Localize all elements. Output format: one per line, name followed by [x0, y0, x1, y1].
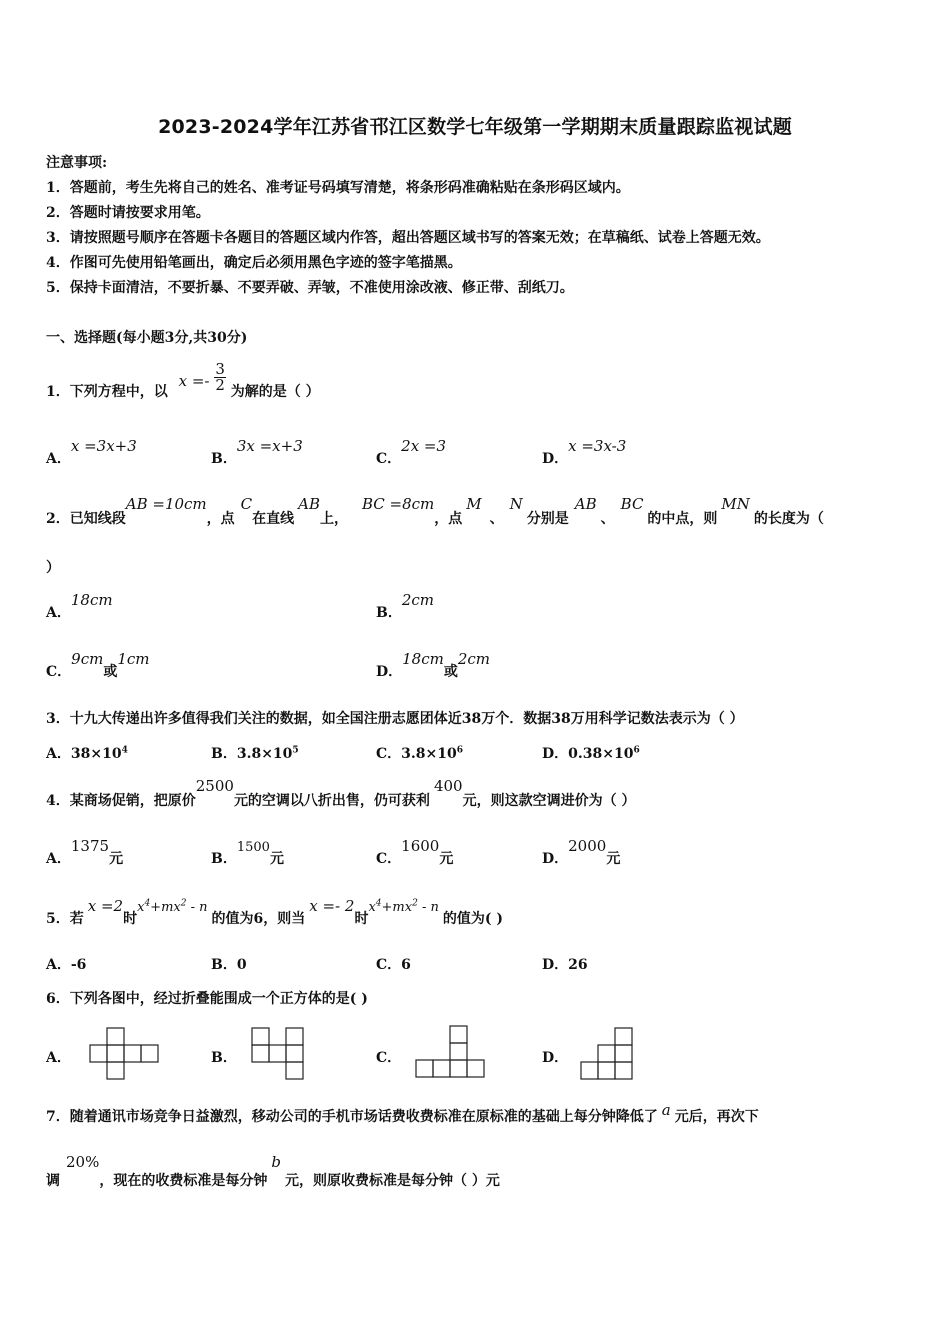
option-value: 2000	[568, 837, 607, 855]
option-label: A．	[46, 451, 71, 467]
option-label: B．	[211, 851, 237, 867]
q5-text: 5．若	[46, 911, 84, 927]
q1-fraction	[214, 362, 226, 393]
q3-option-d	[542, 743, 640, 763]
q7-text: 调	[46, 1173, 60, 1189]
unit-text: 元	[606, 851, 621, 867]
option-value: 3x =x+3	[236, 437, 303, 455]
q2-option-d	[376, 649, 491, 680]
q6-label-a: A．	[46, 1050, 71, 1066]
option-value: 1cm	[117, 650, 150, 668]
option-value: 2cm	[401, 591, 435, 609]
cube-net-a	[88, 1026, 160, 1082]
or-text: 或	[443, 664, 458, 680]
q5-expression	[137, 900, 207, 915]
q2-text: 的中点，则	[647, 511, 718, 527]
q5-exp: 4	[375, 898, 382, 909]
note-item: 4．作图可先使用铅笔画出，确定后必须用黑色字迹的签字笔描黑。	[46, 255, 462, 271]
question-6-stem: 6．下列各图中，经过折叠能围成一个正方体的是( )	[46, 991, 368, 1007]
q5-option-b	[211, 954, 247, 974]
option-value: 0.38×10	[568, 746, 634, 762]
cube-net-c	[414, 1024, 486, 1080]
q7-text: 元，则原收费标准是每分钟（ ）元	[284, 1173, 500, 1189]
option-label: C．	[46, 664, 72, 680]
option-label: D．	[376, 664, 403, 680]
option-exponent: 6	[456, 745, 463, 756]
q4-option-b	[211, 836, 284, 867]
option-value: x =3x+3	[70, 437, 137, 455]
q3-option-a	[46, 743, 128, 763]
q1-option-d	[542, 436, 627, 467]
option-value: 3.8×10	[236, 746, 293, 762]
q5-text: 时	[354, 911, 369, 927]
q5-exp: 2	[180, 898, 187, 909]
option-value: 9cm	[71, 650, 104, 668]
q5-math: x =- 2	[309, 897, 355, 915]
note-item: 5．保持卡面清洁，不要折暴、不要弄破、弄皱，不准使用涂改液、修正带、刮纸刀。	[46, 280, 574, 296]
unit-text: 元	[109, 851, 124, 867]
option-value: 38×10	[70, 746, 122, 762]
question-1-stem	[46, 352, 320, 400]
option-label: D．	[542, 451, 569, 467]
option-label: B．	[376, 605, 402, 621]
q2-math: AB	[574, 495, 597, 513]
q7-text: 元后，再次下	[674, 1109, 759, 1125]
option-label: D．	[542, 957, 569, 973]
q5-expr-part: x	[368, 900, 376, 915]
q5-expr-part: - n	[417, 900, 439, 915]
q5-text: 的值为( )	[442, 911, 503, 927]
unit-text: 元	[439, 851, 454, 867]
q2-text: 的长度为（	[753, 511, 824, 527]
option-value: -6	[70, 957, 87, 973]
page-title: 2023-2024学年江苏省邗江区数学七年级第一学期期末质量跟踪监视试题	[158, 116, 792, 138]
q2-math: AB =10cm	[125, 495, 207, 513]
option-label: D．	[542, 746, 569, 762]
q2-math: N	[509, 495, 523, 513]
question-3-stem: 3．十九大传递出许多值得我们关注的数据，如全国注册志愿团体近38万个．数据38万用科学记数法表示为（ ）	[46, 711, 744, 727]
q2-text: 2．已知线段	[46, 511, 126, 527]
question-7-stem-cont	[46, 1152, 500, 1189]
q3-option-b	[211, 743, 299, 763]
option-value: 1600	[401, 837, 440, 855]
q5-option-d	[542, 954, 588, 974]
q5-option-c	[376, 954, 411, 974]
q5-expr-part: +mx	[150, 900, 181, 915]
q2-text: 、	[600, 511, 615, 527]
q4-option-d	[542, 836, 621, 867]
cube-net-b	[250, 1026, 306, 1082]
q2-math: BC	[620, 495, 644, 513]
option-value: 26	[568, 957, 588, 973]
q6-label-b: B．	[211, 1050, 237, 1066]
option-label: C．	[376, 957, 402, 973]
option-value: 18cm	[402, 650, 444, 668]
option-value: 2x =3	[401, 437, 447, 455]
q1-math: x =-	[178, 371, 210, 390]
q5-expr-part: - n	[186, 900, 208, 915]
q7-text: ，现在的收费标准是每分钟	[99, 1173, 268, 1189]
q3-option-c	[376, 743, 463, 763]
q4-math: 2500	[195, 777, 234, 795]
q7-math: 20%	[66, 1153, 100, 1171]
q4-text: 元，则这款空调进价为（ ）	[462, 793, 636, 809]
option-label: B．	[211, 957, 237, 973]
option-value: 1375	[70, 837, 110, 855]
option-label: A．	[46, 605, 71, 621]
option-label: A．	[46, 746, 71, 762]
question-7-stem	[46, 1100, 759, 1125]
cube-net-d	[579, 1026, 635, 1082]
q2-math: AB	[298, 495, 320, 513]
option-label: C．	[376, 851, 402, 867]
q4-text: 4．某商场促销，把原价	[46, 793, 196, 809]
option-value: 1500	[236, 840, 270, 855]
option-value: 0	[236, 957, 247, 973]
option-value: 3.8×10	[401, 746, 457, 762]
option-label: C．	[376, 451, 402, 467]
option-label: A．	[46, 851, 71, 867]
option-label: D．	[542, 851, 569, 867]
q2-option-b	[376, 590, 435, 621]
q2-text: 分别是	[526, 511, 569, 527]
q5-expr-part: +mx	[381, 900, 413, 915]
q4-text: 元的空调以八折出售，仍可获利	[233, 793, 430, 809]
q2-text: ，点	[434, 511, 463, 527]
q6-label-c: C．	[376, 1050, 402, 1066]
q2-math: C	[240, 495, 253, 513]
q2-close-paren: ）	[46, 560, 60, 576]
question-4-stem	[46, 776, 636, 809]
q2-math: M	[466, 495, 482, 513]
q1-option-c	[376, 436, 447, 467]
q1-option-b	[211, 436, 303, 467]
question-5-stem	[46, 896, 503, 927]
q5-math: x =2	[87, 897, 124, 915]
q2-option-a	[46, 590, 113, 621]
option-value: 2cm	[457, 650, 491, 668]
q1-frac-den: 2	[215, 376, 225, 394]
q5-option-a	[46, 954, 86, 974]
q2-text: 、	[489, 511, 504, 527]
note-item: 3．请按照题号顺序在答题卡各题目的答题区域内作答，超出答题区域书写的答案无效；在草稿纸、试卷上答题无效。	[46, 230, 770, 246]
q1-frac-num: 3	[215, 360, 225, 378]
q2-text: ，点	[206, 511, 235, 527]
q5-expr-part: x	[137, 900, 145, 915]
section-heading: 一、选择题(每小题3分,共30分)	[46, 330, 248, 346]
unit-text: 元	[269, 851, 284, 867]
option-label: B．	[211, 746, 237, 762]
q2-text: 在直线	[252, 511, 295, 527]
q4-option-c	[376, 836, 454, 867]
option-value: 6	[401, 957, 411, 973]
q1-text: 1．下列方程中，以	[46, 383, 168, 400]
q4-math: 400	[433, 777, 463, 795]
option-exponent: 6	[633, 745, 640, 756]
q7-math: b	[271, 1153, 281, 1171]
q5-exp: 2	[412, 898, 418, 909]
or-text: 或	[103, 664, 118, 680]
q1-option-a	[46, 436, 137, 467]
q7-math: a	[661, 1101, 671, 1119]
option-label: B．	[211, 451, 237, 467]
q6-label-d: D．	[542, 1050, 569, 1066]
option-exponent: 5	[292, 745, 299, 756]
option-exponent: 4	[121, 745, 128, 756]
q2-math: MN	[721, 495, 750, 513]
q5-expression	[368, 900, 438, 915]
q2-math: BC =8cm	[362, 495, 435, 513]
note-item: 1．答题前，考生先将自己的姓名、准考证号码填写清楚，将条形码准确粘贴在条形码区域内。	[46, 180, 630, 196]
q4-option-a	[46, 836, 124, 867]
q7-text: 7．随着通讯市场竞争日益激烈，移动公司的手机市场话费收费标准在原标准的基础上每分钟降低了	[46, 1109, 658, 1125]
option-label: C．	[376, 746, 402, 762]
note-item: 2．答题时请按要求用笔。	[46, 205, 210, 221]
q1-text-post: 为解的是（ ）	[230, 383, 320, 400]
q5-text: 的值为6，则当	[211, 911, 306, 927]
q5-exp: 4	[144, 898, 151, 909]
q5-text: 时	[123, 911, 138, 927]
option-value: x =3x-3	[568, 437, 627, 455]
notes-heading: 注意事项:	[46, 155, 108, 171]
q2-option-c	[46, 649, 150, 680]
option-value: 18cm	[70, 591, 113, 609]
question-2-stem	[46, 494, 824, 527]
q2-text: 上，	[320, 511, 348, 527]
option-label: A．	[46, 957, 71, 973]
